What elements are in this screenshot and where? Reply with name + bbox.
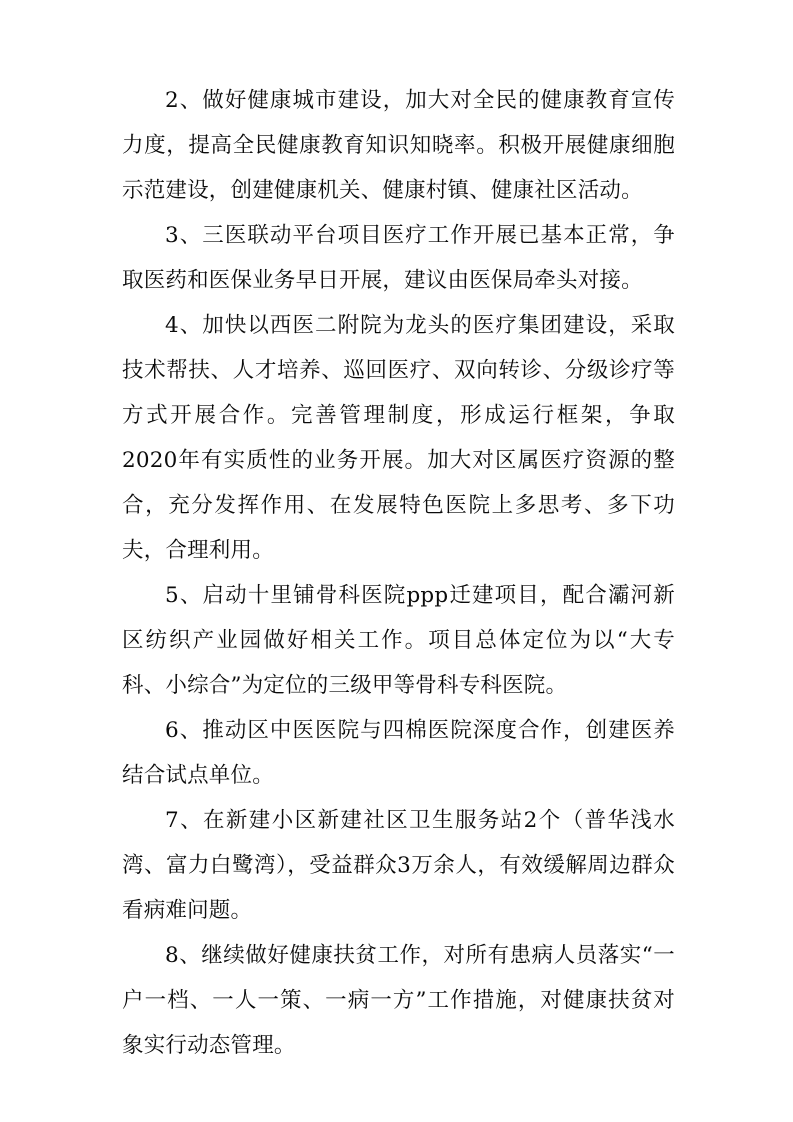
paragraph: 7、在新建小区新建社区卫生服务站2个（普华浅水湾、富力白鹭湾），受益群众3万余人，有效缓解周边群众看病难问题。 (122, 808, 675, 923)
paragraph: 3、三医联动平台项目医疗工作开展已基本正常，争取医药和医保业务早日开展，建议由医保局牵头对接。 (122, 223, 675, 293)
paragraph: 2、做好健康城市建设，加大对全民的健康教育宣传力度，提高全民健康教育知识知晓率。积极开展健康细胞示范建设，创建健康机关、健康村镇、健康社区活动。 (122, 88, 675, 203)
paragraph: 4、加快以西医二附院为龙头的医疗集团建设，采取技术帮扶、人才培养、巡回医疗、双向转诊、分级诊疗等方式开展合作。完善管理制度，形成运行框架，争取2020年有实质性的业务开展。加大对区属医疗资源的整合，充分发挥作用、在发展特色医院上多思考、多下功夫，合理利用。 (122, 313, 675, 563)
paragraph: 5、启动十里铺骨科医院ppp迁建项目，配合灞河新区纺织产业园做好相关工作。项目总体定位为以“大专科、小综合”为定位的三级甲等骨科专科医院。 (122, 583, 675, 698)
paragraph: 8、继续做好健康扶贫工作，对所有患病人员落实“一户一档、一人一策、一病一方”工作措施，对健康扶贫对象实行动态管理。 (122, 943, 675, 1058)
paragraph: 6、推动区中医医院与四棉医院深度合作，创建医养结合试点单位。 (122, 718, 675, 788)
document-body (122, 78, 675, 1068)
